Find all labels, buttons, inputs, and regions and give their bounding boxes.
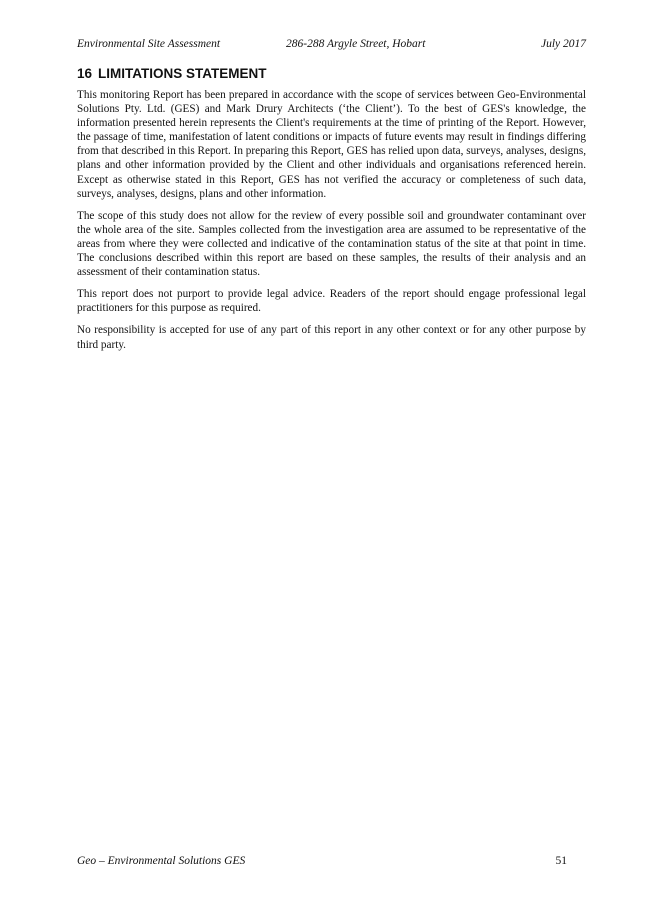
paragraph-responsibility: No responsibility is accepted for use of any part of this report in any other context or for any other purpose by third party. (77, 324, 586, 351)
paragraph-report-scope: This monitoring Report has been prepared in accordance with the scope of services between Geo-Environmental Solutions Pty. Ltd. (GES) and Mark Drury Architects (‘the Client’). To the best of GES's knowledge, the information presented herein represents the Client's requirements at the time of printing of the Report. However, the passage of time, manifestation of latent conditions or impacts of future events may result in findings differing from that described in this Report. In preparing this Report, GES has relied upon data, surveys, analyses, designs, plans and other information provided by the Client and other individuals and organisations referenced herein. Except as otherwise stated in this Report, GES has not verified the accuracy or completeness of such data, surveys, analyses, designs, plans and other information. (77, 89, 586, 200)
header-date: July 2017 (540, 38, 586, 50)
section-heading (77, 66, 266, 81)
page-footer (77, 855, 586, 871)
header-site-address: 286-288 Argyle Street, Hobart (286, 38, 426, 50)
page-number: 51 (555, 855, 567, 867)
footer-company: Geo – Environmental Solutions GES (77, 855, 246, 867)
paragraph-legal-advice: This report does not purport to provide legal advice. Readers of the report should engage professional legal practitioners for this purpose as required. (77, 288, 586, 315)
section-title: LIMITATIONS STATEMENT (98, 66, 267, 81)
section-body (77, 88, 586, 360)
section-number: 16 (77, 66, 93, 81)
paragraph-study-scope: The scope of this study does not allow for the review of every possible soil and groundwater contaminant over the whole area of the site. Samples collected from the investigation area are assumed to be representative of the areas from where they were collected and indicative of the contamination status of the site at that point in time. The conclusions described within this report are based on these samples, the results of their analysis and an assessment of their contamination status. (77, 209, 586, 279)
page-header (77, 38, 586, 54)
header-document-title: Environmental Site Assessment (77, 38, 221, 50)
